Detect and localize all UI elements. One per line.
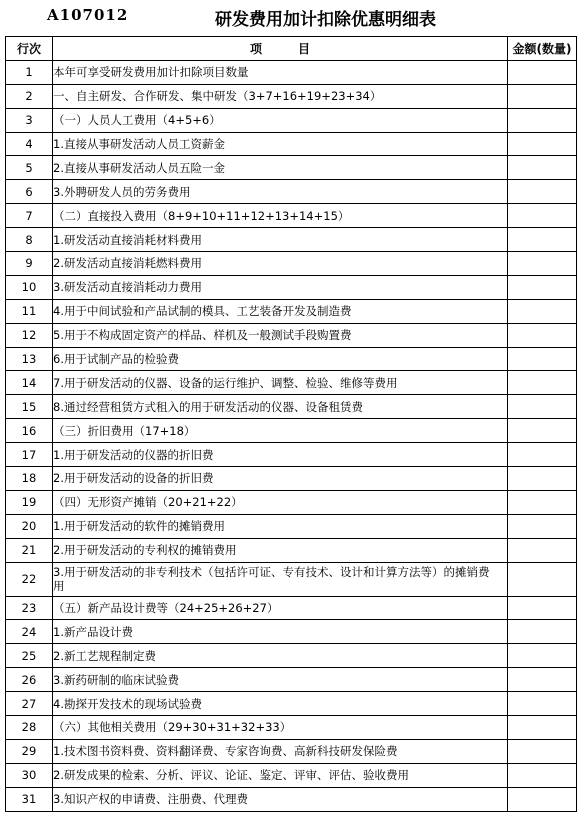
row-amount-cell[interactable] xyxy=(508,443,577,467)
row-number: 10 xyxy=(6,275,53,299)
row-amount-cell[interactable] xyxy=(508,668,577,692)
row-number: 14 xyxy=(6,371,53,395)
row-number: 31 xyxy=(6,787,53,811)
row-amount-cell[interactable] xyxy=(508,395,577,419)
table-row xyxy=(6,156,577,180)
row-number: 19 xyxy=(6,490,53,514)
row-item-label: 2.用于研发活动的专利权的摊销费用 xyxy=(53,538,508,562)
form-header xyxy=(0,0,581,36)
row-amount-cell[interactable] xyxy=(508,562,577,596)
row-item-label: （四）无形资产摊销（20+21+22） xyxy=(53,490,508,514)
table-row xyxy=(6,716,577,740)
row-number: 5 xyxy=(6,156,53,180)
row-amount-cell[interactable] xyxy=(508,156,577,180)
row-amount-cell[interactable] xyxy=(508,419,577,443)
row-item-label: 1.用于研发活动的软件的摊销费用 xyxy=(53,514,508,538)
row-number: 6 xyxy=(6,180,53,204)
row-number: 30 xyxy=(6,763,53,787)
row-item-label: 5.用于不构成固定资产的样品、样机及一般测试手段购置费 xyxy=(53,323,508,347)
row-item-label: 3.新药研制的临床试验费 xyxy=(53,668,508,692)
row-amount-cell[interactable] xyxy=(508,739,577,763)
column-header-amount: 金额(数量) xyxy=(508,37,577,61)
table-row xyxy=(6,467,577,491)
row-item-label: 1.研发活动直接消耗材料费用 xyxy=(53,228,508,252)
row-item-label: （六）其他相关费用（29+30+31+32+33） xyxy=(53,716,508,740)
row-amount-cell[interactable] xyxy=(508,716,577,740)
table-row xyxy=(6,620,577,644)
row-amount-cell[interactable] xyxy=(508,347,577,371)
row-item-label: 1.用于研发活动的仪器的折旧费 xyxy=(53,443,508,467)
table-row xyxy=(6,596,577,620)
row-amount-cell[interactable] xyxy=(508,787,577,811)
table-row xyxy=(6,692,577,716)
row-item-label: 2.直接从事研发活动人员五险一金 xyxy=(53,156,508,180)
row-number: 25 xyxy=(6,644,53,668)
table-row xyxy=(6,490,577,514)
table-row xyxy=(6,228,577,252)
row-item-label: （二）直接投入费用（8+9+10+11+12+13+14+15） xyxy=(53,204,508,228)
row-number: 18 xyxy=(6,467,53,491)
row-number: 3 xyxy=(6,108,53,132)
row-number: 13 xyxy=(6,347,53,371)
row-number: 21 xyxy=(6,538,53,562)
row-number: 1 xyxy=(6,60,53,84)
row-item-label: 2.新工艺规程制定费 xyxy=(53,644,508,668)
row-item-label: 本年可享受研发费用加计扣除项目数量 xyxy=(53,60,508,84)
row-number: 29 xyxy=(6,739,53,763)
row-item-label: （三）折旧费用（17+18） xyxy=(53,419,508,443)
column-header-row-no: 行次 xyxy=(6,37,53,61)
row-item-label: 8.通过经营租赁方式租入的用于研发活动的仪器、设备租赁费 xyxy=(53,395,508,419)
table-row xyxy=(6,60,577,84)
row-amount-cell[interactable] xyxy=(508,467,577,491)
row-amount-cell[interactable] xyxy=(508,644,577,668)
row-item-label: （一）人员人工费用（4+5+6） xyxy=(53,108,508,132)
row-number: 4 xyxy=(6,132,53,156)
row-item-label: （五）新产品设计费等（24+25+26+27） xyxy=(53,596,508,620)
row-number: 8 xyxy=(6,228,53,252)
row-item-label: 1.技术图书资料费、资料翻译费、专家咨询费、高新科技研发保险费 xyxy=(53,739,508,763)
row-item-label: 3.外聘研发人员的劳务费用 xyxy=(53,180,508,204)
table-row xyxy=(6,562,577,596)
form-title: 研发费用加计扣除优惠明细表 xyxy=(215,10,436,30)
row-amount-cell[interactable] xyxy=(508,763,577,787)
row-amount-cell[interactable] xyxy=(508,692,577,716)
table-row xyxy=(6,275,577,299)
row-amount-cell[interactable] xyxy=(508,514,577,538)
table-row xyxy=(6,443,577,467)
table-header-row xyxy=(6,37,577,61)
table-row xyxy=(6,787,577,811)
row-amount-cell[interactable] xyxy=(508,60,577,84)
table-row xyxy=(6,668,577,692)
row-amount-cell[interactable] xyxy=(508,371,577,395)
table-row xyxy=(6,323,577,347)
row-number: 15 xyxy=(6,395,53,419)
row-item-label: 2.用于研发活动的设备的折旧费 xyxy=(53,467,508,491)
row-number: 28 xyxy=(6,716,53,740)
row-amount-cell[interactable] xyxy=(508,490,577,514)
row-number: 12 xyxy=(6,323,53,347)
form-code: A107012 xyxy=(47,6,129,24)
row-number: 26 xyxy=(6,668,53,692)
row-amount-cell[interactable] xyxy=(508,538,577,562)
row-item-label: 1.新产品设计费 xyxy=(53,620,508,644)
row-item-label: 2.研发活动直接消耗燃料费用 xyxy=(53,252,508,276)
row-item-label: 7.用于研发活动的仪器、设备的运行维护、调整、检验、维修等费用 xyxy=(53,371,508,395)
row-number: 16 xyxy=(6,419,53,443)
row-number: 7 xyxy=(6,204,53,228)
row-item-label: 3.研发活动直接消耗动力费用 xyxy=(53,275,508,299)
row-number: 27 xyxy=(6,692,53,716)
row-number: 20 xyxy=(6,514,53,538)
row-number: 9 xyxy=(6,252,53,276)
row-number: 2 xyxy=(6,84,53,108)
table-row xyxy=(6,538,577,562)
row-amount-cell[interactable] xyxy=(508,323,577,347)
row-number: 11 xyxy=(6,299,53,323)
row-amount-cell[interactable] xyxy=(508,84,577,108)
row-amount-cell[interactable] xyxy=(508,620,577,644)
table-row xyxy=(6,514,577,538)
row-amount-cell[interactable] xyxy=(508,228,577,252)
row-number: 22 xyxy=(6,562,53,596)
table-row xyxy=(6,347,577,371)
row-number: 23 xyxy=(6,596,53,620)
table-row xyxy=(6,252,577,276)
row-number: 24 xyxy=(6,620,53,644)
row-item-label: 3.知识产权的申请费、注册费、代理费 xyxy=(53,787,508,811)
row-item-label: 2.研发成果的检索、分析、评议、论证、鉴定、评审、评估、验收费用 xyxy=(53,763,508,787)
row-item-label: 6.用于试制产品的检验费 xyxy=(53,347,508,371)
row-amount-cell[interactable] xyxy=(508,180,577,204)
row-amount-cell[interactable] xyxy=(508,204,577,228)
deduction-detail-table xyxy=(5,36,577,812)
row-amount-cell[interactable] xyxy=(508,252,577,276)
table-row xyxy=(6,395,577,419)
table-row xyxy=(6,108,577,132)
row-amount-cell[interactable] xyxy=(508,275,577,299)
row-item-label: 一、自主研发、合作研发、集中研发（3+7+16+19+23+34） xyxy=(53,84,508,108)
row-item-label: 3.用于研发活动的非专利技术（包括许可证、专有技术、设计和计算方法等）的摊销费用 xyxy=(53,562,508,596)
row-item-label: 1.直接从事研发活动人员工资薪金 xyxy=(53,132,508,156)
table-row xyxy=(6,371,577,395)
table-row xyxy=(6,299,577,323)
row-amount-cell[interactable] xyxy=(508,299,577,323)
table-row xyxy=(6,180,577,204)
row-item-label: 4.用于中间试验和产品试制的模具、工艺装备开发及制造费 xyxy=(53,299,508,323)
row-amount-cell[interactable] xyxy=(508,108,577,132)
table-row xyxy=(6,132,577,156)
table-row xyxy=(6,739,577,763)
table-row xyxy=(6,419,577,443)
column-header-item: 项 目 xyxy=(53,37,508,61)
table-row xyxy=(6,204,577,228)
table-row xyxy=(6,84,577,108)
row-number: 17 xyxy=(6,443,53,467)
row-amount-cell[interactable] xyxy=(508,132,577,156)
table-row xyxy=(6,763,577,787)
table-row xyxy=(6,644,577,668)
row-item-label: 4.勘探开发技术的现场试验费 xyxy=(53,692,508,716)
row-amount-cell[interactable] xyxy=(508,596,577,620)
